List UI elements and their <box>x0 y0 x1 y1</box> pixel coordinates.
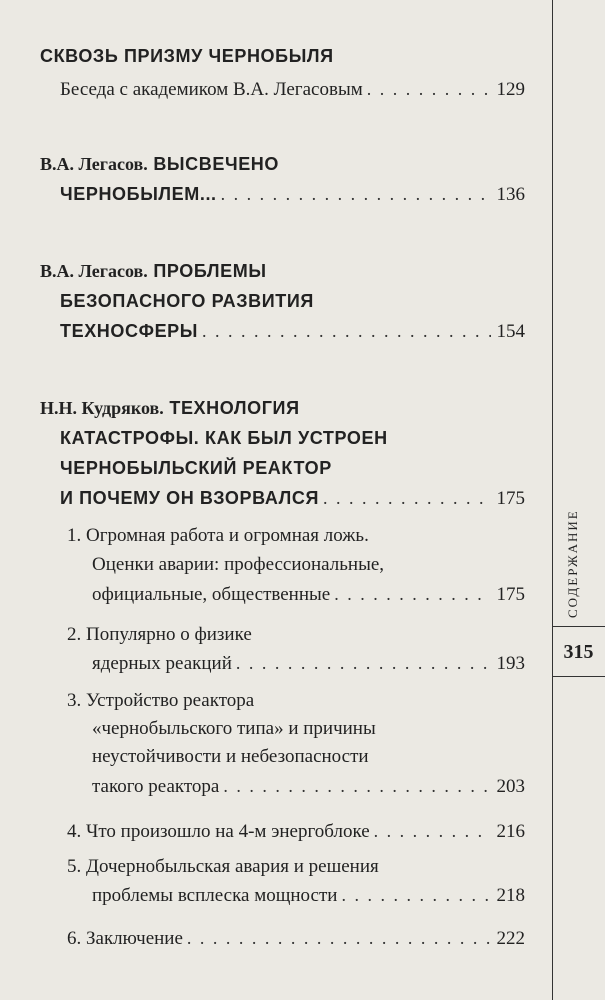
dot-leader <box>323 487 490 509</box>
page-ref: 222 <box>496 928 525 949</box>
section-title-line: И ПОЧЕМУ ОН ВЗОРВАЛСЯ <box>60 488 320 508</box>
chapter-text: Оценки аварии: профессиональные, <box>92 554 385 575</box>
toc-chapter-line <box>67 856 525 878</box>
chapter-text: «чернобыльского типа» и причины <box>92 718 376 739</box>
section-title-line: БЕЗОПАСНОГО РАЗВИТИЯ <box>60 291 314 311</box>
toc-section-title <box>60 183 525 206</box>
dot-leader <box>367 78 491 100</box>
page-ref: 175 <box>496 488 525 509</box>
chapter-text: проблемы всплеска мощности <box>92 885 338 906</box>
chapter-text: такого реактора <box>92 776 220 797</box>
toc-chapter-line <box>67 927 525 950</box>
toc-section-title <box>60 320 525 343</box>
toc-chapter-line <box>67 624 525 646</box>
toc-chapter-line <box>92 718 525 740</box>
dot-leader <box>221 183 491 205</box>
toc-chapter-line <box>67 690 525 712</box>
toc-section-title <box>40 153 525 175</box>
toc-entry <box>60 78 525 101</box>
toc-section-title <box>40 45 525 67</box>
chapter-text: 1. Огромная работа и огромная ложь. <box>67 525 369 546</box>
toc-chapter-line <box>92 746 525 768</box>
toc-chapter-line <box>92 652 525 675</box>
page-ref: 154 <box>496 321 525 342</box>
section-title-line: ЧЕРНОБЫЛЬСКИЙ РЕАКТОР <box>60 458 332 478</box>
section-title-line: КАТАСТРОФЫ. КАК БЫЛ УСТРОЕН <box>60 428 388 448</box>
dot-leader <box>187 927 491 949</box>
toc-section-title <box>60 290 525 312</box>
dot-leader <box>334 583 490 605</box>
section-title-line: ТЕХНОСФЕРЫ <box>60 321 199 341</box>
running-head: СОДЕРЖАНИЕ <box>565 509 580 618</box>
toc-chapter-line <box>67 820 525 843</box>
chapter-text: 2. Популярно о физике <box>67 624 252 645</box>
margin-rule <box>552 0 553 1000</box>
page-number-rule-bottom <box>552 676 605 677</box>
toc-chapter-line <box>92 554 525 576</box>
section-title-line: ВЫСВЕЧЕНО <box>153 154 280 174</box>
section-title-line: ТЕХНОЛОГИЯ <box>169 398 300 418</box>
toc-section-title <box>60 457 525 479</box>
section-author: Н.Н. Кудряков. <box>40 398 164 418</box>
dot-leader <box>202 320 490 342</box>
toc-chapter-line <box>92 775 525 798</box>
toc-chapter-line <box>92 583 525 606</box>
chapter-text: неустойчивости и небезопасности <box>92 746 369 767</box>
chapter-text: 6. Заключение <box>67 928 183 949</box>
dot-leader <box>341 884 490 906</box>
page-number-rule-top <box>552 626 605 627</box>
toc-section-title <box>40 260 525 282</box>
section-title-line: ЧЕРНОБЫЛЕМ... <box>60 184 217 204</box>
chapter-text: 5. Дочернобыльская авария и решения <box>67 856 379 877</box>
chapter-text: 4. Что произошло на 4-м энергоблоке <box>67 821 370 842</box>
section-title-line: СКВОЗЬ ПРИЗМУ ЧЕРНОБЫЛЯ <box>40 46 334 66</box>
page-number: 315 <box>563 641 594 663</box>
toc-chapter-line <box>67 525 525 547</box>
entry-text: Беседа с академиком В.А. Легасовым <box>60 79 363 100</box>
page-ref: 136 <box>496 184 525 205</box>
toc-section-title <box>60 427 525 449</box>
chapter-text: официальные, общественные <box>92 584 331 605</box>
page-ref: 216 <box>496 821 525 842</box>
chapter-text: ядерных реакций <box>92 653 232 674</box>
section-author: В.А. Легасов. <box>40 154 148 174</box>
page-ref: 175 <box>496 584 525 605</box>
toc-chapter-line <box>92 884 525 907</box>
section-author: В.А. Легасов. <box>40 261 148 281</box>
page-ref: 129 <box>496 79 525 100</box>
section-title-line: ПРОБЛЕМЫ <box>153 261 267 281</box>
page-ref: 203 <box>496 776 525 797</box>
dot-leader <box>374 820 491 842</box>
toc-section-title <box>60 487 525 510</box>
page-ref: 193 <box>496 653 525 674</box>
page-ref: 218 <box>496 885 525 906</box>
chapter-text: 3. Устройство реактора <box>67 690 255 711</box>
toc-section-title <box>40 397 525 419</box>
dot-leader <box>223 775 490 797</box>
dot-leader <box>236 652 491 674</box>
